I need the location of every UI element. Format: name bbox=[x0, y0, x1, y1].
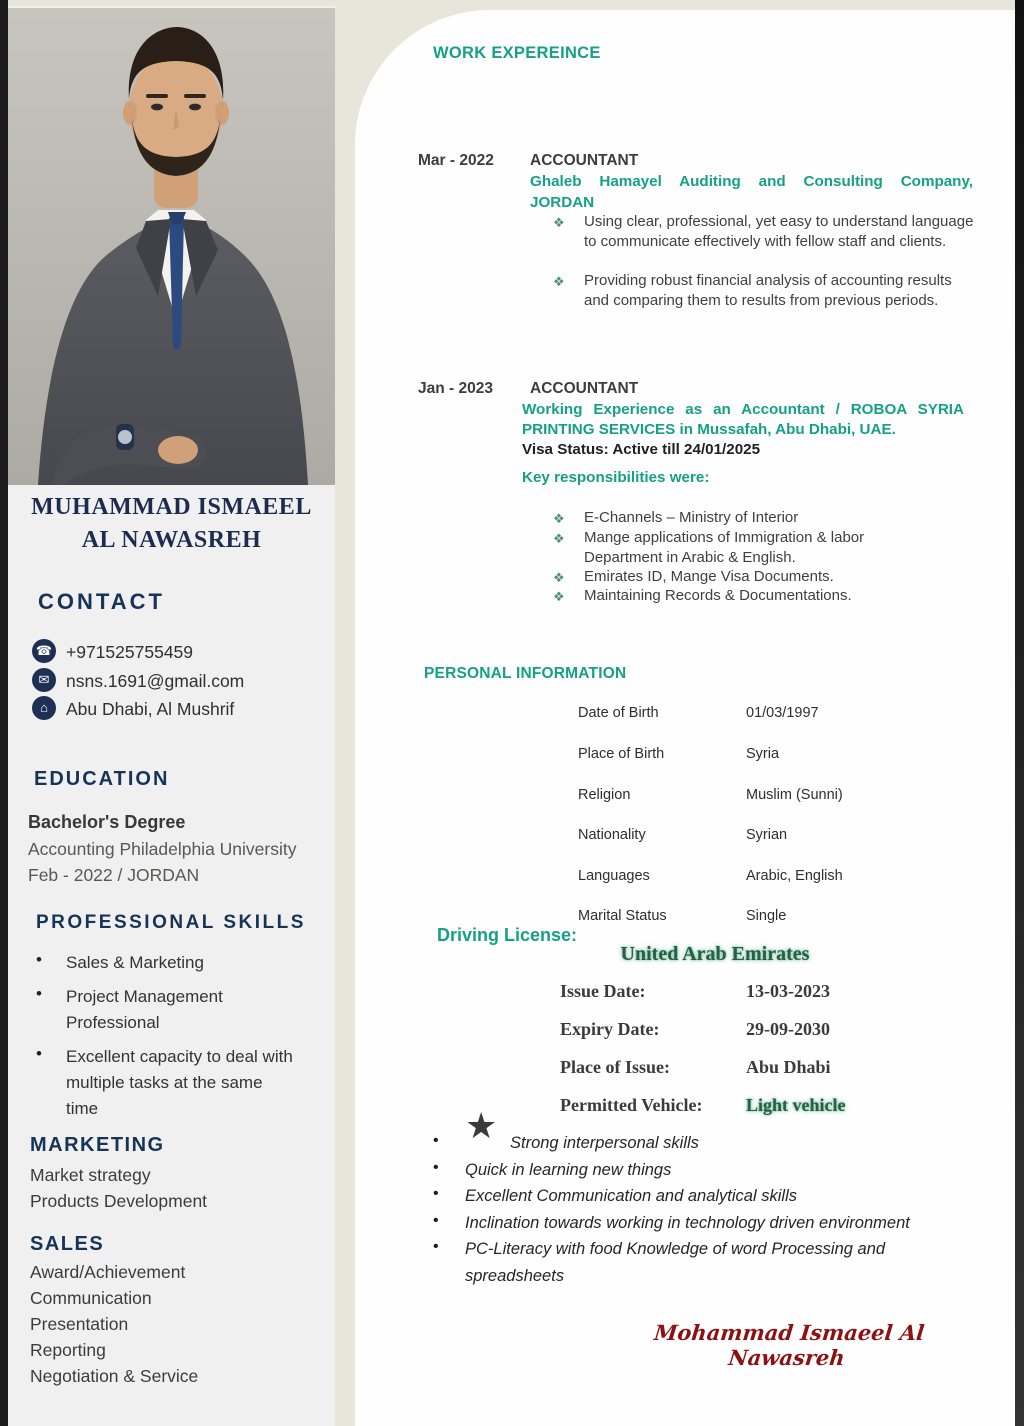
pi-label: Marital Status bbox=[578, 908, 667, 924]
job-bullet: Providing robust financial analysis of accounting results and comparing them to results from previous periods. bbox=[584, 272, 952, 309]
bullet-icon: • bbox=[36, 984, 42, 1003]
work-experience-heading: WORK EXPEREINCE bbox=[433, 44, 601, 62]
dl-value: Abu Dhabi bbox=[746, 1057, 831, 1077]
diamond-bullet-icon: ❖ bbox=[553, 511, 565, 526]
soft-skill-item: Excellent Communication and analytical skills bbox=[465, 1187, 797, 1205]
job-bullet: Mange applications of Immigration & labor Department in Arabic & English. bbox=[584, 529, 865, 566]
pi-label: Date of Birth bbox=[578, 705, 659, 721]
bullet-icon: • bbox=[433, 1132, 439, 1149]
diamond-bullet-icon: ❖ bbox=[553, 570, 565, 585]
bullet-icon: • bbox=[433, 1185, 439, 1202]
sales-heading: SALES bbox=[30, 1233, 105, 1255]
job-subtitle: Working Experience as an Accountant / ROBOA SYRIA bbox=[522, 401, 964, 418]
marketing-item: Products Development bbox=[30, 1191, 208, 1211]
pi-label: Nationality bbox=[578, 827, 646, 843]
sales-item: Award/Achievement bbox=[30, 1262, 186, 1282]
soft-skill-item: PC-Literacy with food Knowledge of word Processing and spreadsheets bbox=[465, 1240, 886, 1285]
email-icon: ✉ bbox=[32, 668, 56, 692]
professional-skills-heading: PROFESSIONAL SKILLS bbox=[36, 912, 306, 933]
driving-license-country: United Arab Emirates bbox=[620, 943, 810, 965]
bullet-icon: • bbox=[433, 1159, 439, 1176]
sales-item: Presentation bbox=[30, 1314, 129, 1334]
dl-label: Issue Date: bbox=[560, 981, 646, 1001]
job-bullet: E-Channels – Ministry of Interior bbox=[584, 509, 799, 526]
profile-photo bbox=[8, 8, 335, 485]
marketing-heading: MARKETING bbox=[30, 1134, 165, 1156]
personal-information-heading: PERSONAL INFORMATION bbox=[424, 665, 627, 682]
sales-item: Reporting bbox=[30, 1340, 106, 1360]
name-line1: MUHAMMAD ISMAEEL bbox=[31, 494, 312, 520]
soft-skill-item: Strong interpersonal skills bbox=[510, 1134, 699, 1152]
soft-skill-item: Quick in learning new things bbox=[465, 1161, 672, 1179]
pi-value: Syria bbox=[746, 746, 780, 762]
job-subtitle: PRINTING SERVICES in Mussafah, Abu Dhabi, UAE. bbox=[522, 421, 896, 438]
pi-value: Single bbox=[746, 908, 787, 924]
pi-label: Place of Birth bbox=[578, 746, 665, 762]
marketing-item: Market strategy bbox=[30, 1165, 151, 1185]
job-title: ACCOUNTANT bbox=[530, 152, 639, 169]
education-school: Accounting Philadelphia University bbox=[28, 839, 297, 859]
pi-label: Languages bbox=[578, 868, 650, 884]
bullet-icon: • bbox=[36, 1044, 42, 1063]
education-degree: Bachelor's Degree bbox=[28, 812, 186, 832]
job-bullet: Using clear, professional, yet easy to understand language to communicate effectively with fellow staff and clients. bbox=[584, 213, 974, 250]
driving-license-heading: Driving License: bbox=[437, 925, 578, 945]
diamond-bullet-icon: ❖ bbox=[553, 589, 565, 604]
dl-label: Place of Issue: bbox=[560, 1057, 670, 1077]
name-line2: AL NAWASREH bbox=[81, 527, 262, 553]
signature: Mohammad Ismaeel Al Nawasreh bbox=[653, 1320, 926, 1370]
diamond-bullet-icon: ❖ bbox=[553, 215, 565, 230]
professional-skill-item: Sales & Marketing bbox=[66, 953, 204, 972]
job-bullet: Maintaining Records & Documentations. bbox=[584, 587, 852, 604]
phone-icon: ☎ bbox=[32, 639, 56, 663]
sidebar bbox=[8, 6, 335, 1426]
contact-email: nsns.1691@gmail.com bbox=[66, 671, 245, 691]
bullet-icon: • bbox=[433, 1238, 439, 1255]
contact-phone: +971525755459 bbox=[66, 642, 194, 662]
job-subtitle: JORDAN bbox=[530, 194, 595, 211]
star-icon: ★ bbox=[465, 1105, 498, 1146]
bullet-icon: • bbox=[36, 950, 42, 969]
contact-location: Abu Dhabi, Al Mushrif bbox=[66, 699, 235, 719]
pi-value: Arabic, English bbox=[746, 868, 843, 884]
dl-value: 29-09-2030 bbox=[746, 1019, 830, 1039]
education-date: Feb - 2022 / JORDAN bbox=[28, 865, 200, 885]
job-title: ACCOUNTANT bbox=[530, 380, 639, 397]
scan-edge-right bbox=[1015, 0, 1024, 1426]
job-date: Jan - 2023 bbox=[418, 380, 493, 397]
visa-status: Visa Status: Active till 24/01/2025 bbox=[522, 441, 761, 458]
job-date: Mar - 2022 bbox=[418, 152, 494, 169]
dl-value: 13-03-2023 bbox=[746, 981, 830, 1001]
dl-label: Permitted Vehicle: bbox=[560, 1095, 703, 1115]
bullet-icon: • bbox=[433, 1212, 439, 1229]
professional-skill-item: Excellent capacity to deal with multiple tasks at the same time bbox=[66, 1047, 293, 1118]
sales-item: Communication bbox=[30, 1288, 152, 1308]
diamond-bullet-icon: ❖ bbox=[553, 274, 565, 289]
scan-edge-left bbox=[0, 0, 8, 1426]
education-heading: EDUCATION bbox=[34, 768, 170, 790]
contact-heading: CONTACT bbox=[38, 589, 165, 614]
job-bullet: Emirates ID, Mange Visa Documents. bbox=[584, 568, 834, 585]
pi-value: 01/03/1997 bbox=[746, 705, 819, 721]
pi-value: Syrian bbox=[746, 827, 788, 843]
main-content bbox=[355, 10, 1015, 1426]
soft-skill-item: Inclination towards working in technology driven environment bbox=[465, 1214, 910, 1232]
professional-skill-item: Project Management Professional bbox=[66, 987, 223, 1032]
diamond-bullet-icon: ❖ bbox=[553, 531, 565, 546]
dl-label: Expiry Date: bbox=[560, 1019, 660, 1039]
sales-item: Negotiation & Service bbox=[30, 1366, 199, 1386]
job-subtitle: Ghaleb Hamayel Auditing and Consulting Company, bbox=[530, 173, 973, 190]
pi-label: Religion bbox=[578, 787, 631, 803]
home-icon: ⌂ bbox=[32, 696, 56, 720]
key-responsibilities-heading: Key responsibilities were: bbox=[522, 469, 710, 486]
pi-value: Muslim (Sunni) bbox=[746, 787, 843, 803]
dl-value-permitted-vehicle: Light vehicle bbox=[746, 1095, 846, 1115]
